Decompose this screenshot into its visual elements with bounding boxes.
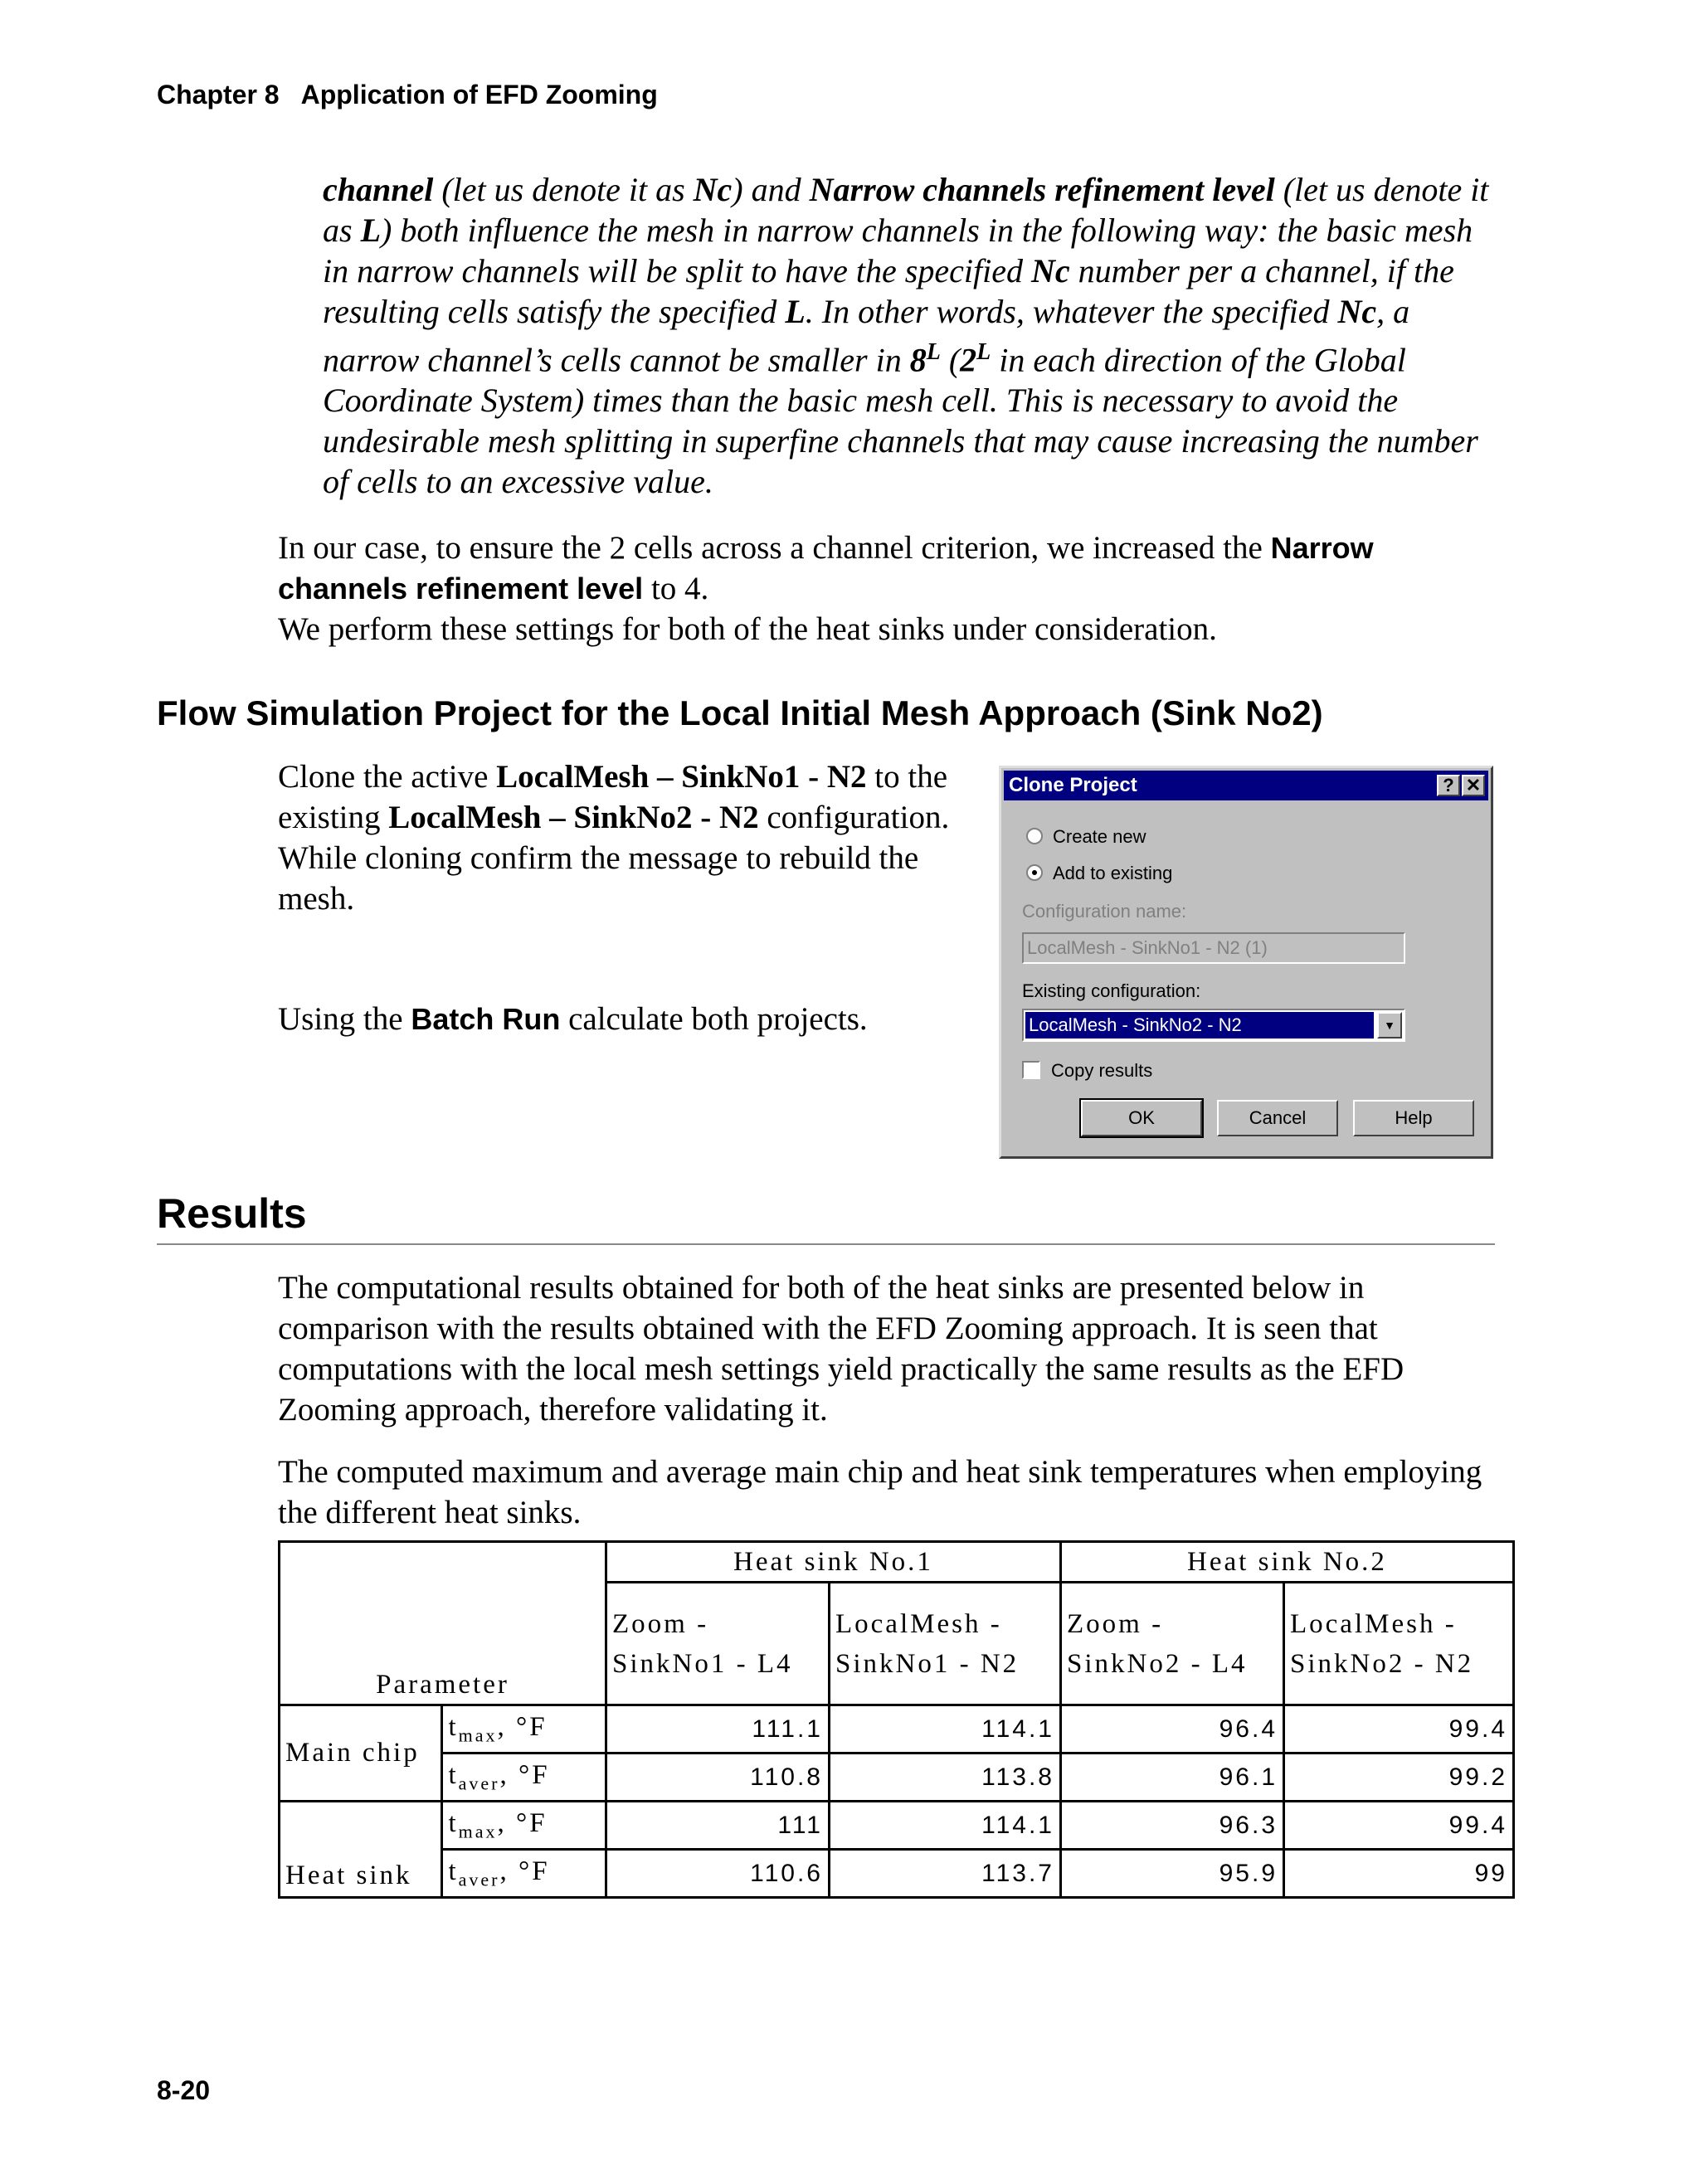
table-cell: 99.2 bbox=[1284, 1754, 1514, 1802]
create-new-label[interactable]: Create new bbox=[1053, 826, 1146, 847]
text: configuration. While cloning confirm the message to rebuild the mesh. bbox=[278, 800, 950, 917]
term: 2 bbox=[960, 341, 977, 379]
existing-configuration-label: Existing configuration: bbox=[1022, 980, 1201, 1001]
parameter-label: $t_{max}$, °F bbox=[442, 1705, 606, 1754]
cancel-button[interactable]: Cancel bbox=[1217, 1100, 1338, 1136]
term: 8 bbox=[909, 341, 927, 379]
text: to 4. bbox=[643, 571, 709, 606]
chapter-number: Chapter 8 bbox=[157, 80, 280, 109]
ok-button[interactable]: OK bbox=[1081, 1100, 1202, 1136]
refinement-paragraph bbox=[278, 528, 1497, 649]
group-label: Heat sink bbox=[280, 1802, 442, 1898]
help-icon[interactable]: ? bbox=[1437, 775, 1460, 796]
table-cell: 99.4 bbox=[1284, 1802, 1514, 1850]
parameter-header: Parameter bbox=[280, 1542, 606, 1705]
table-caption: The computed maximum and average main chip and heat sink temperatures when employing the different heat sinks. bbox=[278, 1454, 1482, 1530]
section-heading: Flow Simulation Project for the Local Initial Mesh Approach (Sink No2) bbox=[157, 693, 1323, 732]
results-table bbox=[278, 1540, 1515, 1899]
term: Nc bbox=[1337, 293, 1377, 330]
exponent: L bbox=[926, 339, 941, 365]
batch-paragraph bbox=[278, 1000, 868, 1038]
text: (let us denote it as bbox=[323, 171, 1489, 249]
add-to-existing-radio[interactable] bbox=[1026, 864, 1043, 881]
term: Batch Run bbox=[411, 1002, 561, 1036]
copy-results-label[interactable]: Copy results bbox=[1051, 1060, 1153, 1081]
table-cell: 110.8 bbox=[606, 1754, 830, 1802]
text: Clone the active bbox=[278, 759, 497, 795]
page-number: 8-20 bbox=[157, 2075, 211, 2105]
text: in each direction of the Global Coordinate System) times than the basic mesh cell. This is necessary to avoid the undesirable mesh splitting in superfine channels that may cause increasing the number of cells to an excessive value. bbox=[323, 341, 1478, 501]
column-header: LocalMesh - SinkNo2 - N2 bbox=[1284, 1583, 1514, 1705]
column-header: Zoom - SinkNo1 - L4 bbox=[606, 1583, 830, 1705]
parameter-label: $t_{max}$, °F bbox=[442, 1802, 606, 1850]
term: Narrow channels refinement level bbox=[809, 171, 1275, 208]
table-cell: 114.1 bbox=[830, 1802, 1061, 1850]
table-cell: 99 bbox=[1284, 1850, 1514, 1898]
create-new-radio[interactable] bbox=[1026, 828, 1043, 844]
existing-configuration-select[interactable] bbox=[1022, 1009, 1405, 1042]
text: number per a channel, if the resulting cells satisfy the specified bbox=[323, 252, 1454, 330]
table-cell: 95.9 bbox=[1061, 1850, 1284, 1898]
clone-paragraph bbox=[278, 756, 983, 919]
text: ) and bbox=[732, 171, 810, 208]
text: . In other words, whatever the specified bbox=[805, 293, 1338, 330]
table-cell: 113.7 bbox=[830, 1850, 1061, 1898]
table-cell: 99.4 bbox=[1284, 1705, 1514, 1754]
table-cell: 113.8 bbox=[830, 1754, 1061, 1802]
term: LocalMesh – SinkNo1 - N2 bbox=[496, 759, 867, 795]
text: (let us denote it as bbox=[433, 171, 694, 208]
configuration-name-label: Configuration name: bbox=[1022, 901, 1187, 922]
exponent: L bbox=[976, 339, 991, 365]
heat-sink-1-header: Heat sink No.1 bbox=[606, 1542, 1061, 1583]
chapter-title: Application of EFD Zooming bbox=[300, 80, 658, 109]
table-cell: 96.3 bbox=[1061, 1802, 1284, 1850]
text: , a narrow channel’s cells cannot be smaller in bbox=[323, 293, 1410, 379]
clone-project-dialog bbox=[999, 766, 1493, 1159]
column-header: LocalMesh - SinkNo1 - N2 bbox=[830, 1583, 1061, 1705]
text: In our case, to ensure the 2 cells across a channel criterion, we increased the bbox=[278, 530, 1271, 566]
running-header bbox=[157, 80, 679, 110]
chevron-down-icon[interactable]: ▼ bbox=[1377, 1012, 1402, 1038]
term: Nc bbox=[1030, 252, 1070, 289]
column-header: Zoom - SinkNo2 - L4 bbox=[1061, 1583, 1284, 1705]
text: ) both influence the mesh in narrow channels in the following way: the basic mesh in narrow channels will be split to have the specified bbox=[323, 212, 1473, 289]
parameter-label: $t_{aver}$, °F bbox=[442, 1754, 606, 1802]
parameter-label: $t_{aver}$, °F bbox=[442, 1850, 606, 1898]
results-heading: Results bbox=[157, 1190, 307, 1237]
term: Narrow channels refinement level bbox=[278, 531, 1374, 606]
text: Using the bbox=[278, 1001, 411, 1037]
heading-divider bbox=[157, 1243, 1495, 1245]
text: calculate both projects. bbox=[560, 1001, 868, 1037]
term: LocalMesh – SinkNo2 - N2 bbox=[388, 800, 759, 835]
table-cell: 114.1 bbox=[830, 1705, 1061, 1754]
results-paragraph: The computational results obtained for both of the heat sinks are presented below in comparison with the results obtained with the EFD Zooming approach. It is seen that computations with the local mesh settings yield practically the same results as the EFD Zooming approach, therefore validating it. bbox=[278, 1270, 1404, 1428]
heat-sink-2-header: Heat sink No.2 bbox=[1061, 1542, 1514, 1583]
text: to the existing bbox=[278, 759, 948, 835]
group-label: Main chip bbox=[280, 1705, 442, 1802]
help-button[interactable]: Help bbox=[1353, 1100, 1474, 1136]
copy-results-checkbox[interactable] bbox=[1022, 1061, 1040, 1079]
dialog-titlebar bbox=[1004, 771, 1488, 800]
term: L bbox=[360, 212, 382, 249]
text: ( bbox=[940, 341, 961, 379]
add-to-existing-label[interactable]: Add to existing bbox=[1053, 863, 1173, 883]
table-cell: 96.1 bbox=[1061, 1754, 1284, 1802]
table-cell: 96.4 bbox=[1061, 1705, 1284, 1754]
table-cell: 111 bbox=[606, 1802, 830, 1850]
table-cell: 110.6 bbox=[606, 1850, 830, 1898]
term: Nc bbox=[693, 171, 733, 208]
close-icon[interactable]: ✕ bbox=[1462, 775, 1485, 796]
configuration-name-input[interactable]: LocalMesh - SinkNo1 - N2 (1) bbox=[1022, 932, 1405, 964]
term: channel bbox=[323, 171, 434, 208]
term: L bbox=[785, 293, 806, 330]
text: We perform these settings for both of the heat sinks under consideration. bbox=[278, 611, 1217, 647]
selected-value: LocalMesh - SinkNo2 - N2 bbox=[1025, 1012, 1374, 1038]
intro-paragraph bbox=[323, 169, 1501, 502]
table-cell: 111.1 bbox=[606, 1705, 830, 1754]
dialog-title: Clone Project bbox=[1009, 774, 1137, 796]
